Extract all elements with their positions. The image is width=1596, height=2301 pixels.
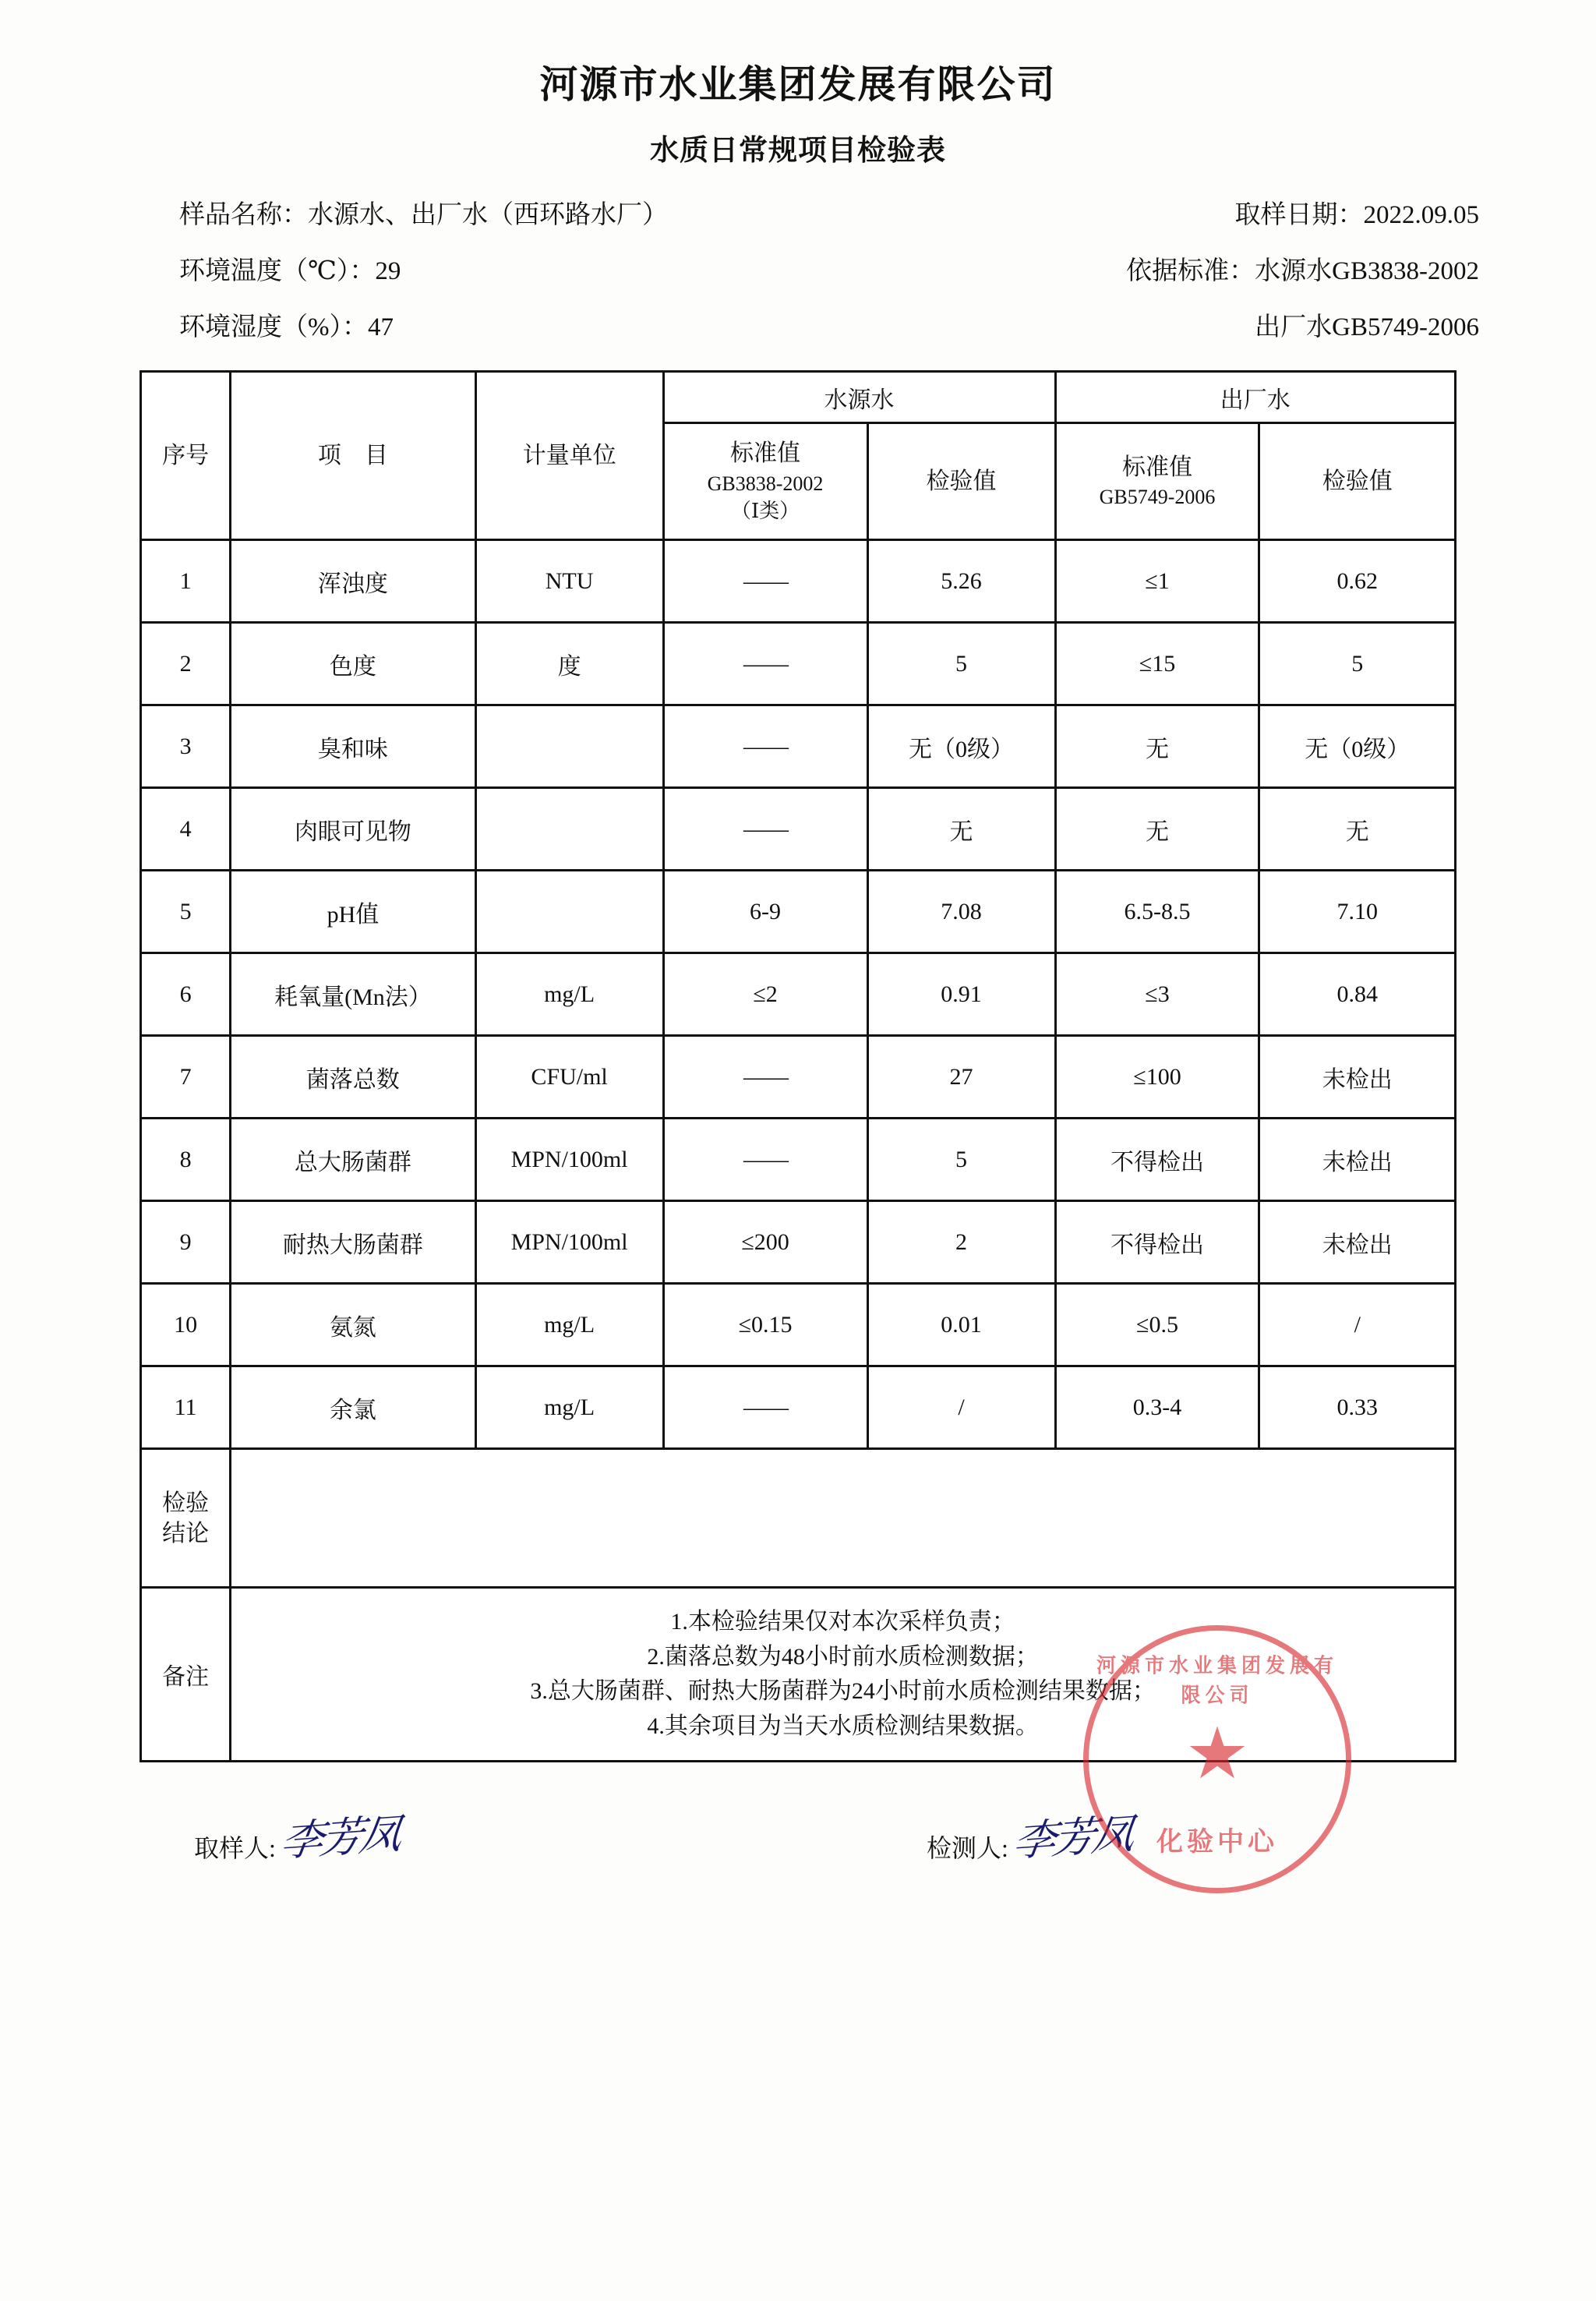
remark-content	[231, 1588, 1456, 1762]
row-finished-standard: 无	[1055, 788, 1259, 871]
row-no: 1	[141, 540, 231, 623]
remark-line-4: 4.其余项目为当天水质检测结果数据。	[647, 1712, 1039, 1739]
row-finished-value: 7.10	[1259, 871, 1456, 953]
sampling-date-label: 取样日期：2022.09.05	[1234, 201, 1479, 229]
row-source-standard: ——	[663, 623, 867, 705]
row-no: 6	[141, 953, 231, 1036]
ambient-temperature-label: 环境温度（℃）：29	[179, 256, 401, 285]
row-item: 耐热大肠菌群	[231, 1201, 475, 1284]
table-row	[141, 871, 1456, 953]
remark-row	[141, 1588, 1456, 1762]
table-row	[141, 1119, 1456, 1201]
row-item: 色度	[231, 623, 475, 705]
row-finished-standard: ≤100	[1055, 1036, 1259, 1119]
header-no: 序号	[141, 372, 231, 540]
row-item: 肉眼可见物	[231, 788, 475, 871]
header-finished-standard-l2: GB5749-2006	[1099, 486, 1216, 509]
report-title: 水质日常规项目检验表	[650, 135, 946, 167]
title-block	[0, 0, 1596, 168]
row-source-standard: ——	[663, 540, 867, 623]
row-finished-value: 5	[1259, 623, 1456, 705]
row-finished-standard: 不得检出	[1055, 1201, 1259, 1284]
row-no: 8	[141, 1119, 231, 1201]
row-unit: mg/L	[475, 1284, 663, 1366]
row-source-value: 27	[867, 1036, 1055, 1119]
header-source-standard-l3: （Ⅰ类）	[730, 500, 800, 522]
row-finished-standard: 0.3-4	[1055, 1366, 1259, 1449]
row-no: 3	[141, 705, 231, 788]
star-icon: ★	[1185, 1714, 1250, 1794]
row-finished-value: /	[1259, 1284, 1456, 1366]
row-source-standard: ——	[663, 705, 867, 788]
row-unit: CFU/ml	[475, 1036, 663, 1119]
conclusion-content	[231, 1449, 1456, 1588]
row-no: 9	[141, 1201, 231, 1284]
row-source-standard: ——	[663, 1036, 867, 1119]
table-row	[141, 1201, 1456, 1284]
header-unit: 计量单位	[475, 372, 663, 540]
sampler-signature: 李芳凤	[277, 1809, 403, 1867]
row-no: 11	[141, 1366, 231, 1449]
remark-line-3: 3.总大肠菌群、耐热大肠菌群为24小时前水质检测结果数据；	[530, 1678, 1156, 1705]
row-no: 5	[141, 871, 231, 953]
header-finished-standard-l1: 标准值	[1121, 454, 1192, 480]
stamp-arc-text: 河源市水业集团发展有限公司	[1096, 1655, 1338, 1707]
tester-signature: 李芳凤	[1009, 1809, 1135, 1867]
row-source-standard: ≤0.15	[663, 1284, 867, 1366]
header-item: 项 目	[231, 372, 475, 540]
row-unit	[475, 871, 663, 953]
header-finished-standard	[1055, 423, 1259, 540]
row-finished-value: 0.62	[1259, 540, 1456, 623]
row-source-value: 5	[867, 623, 1055, 705]
row-unit	[475, 788, 663, 871]
row-source-value: 2	[867, 1201, 1055, 1284]
table-row	[141, 1284, 1456, 1366]
water-quality-table	[139, 370, 1457, 1762]
remark-line-2: 2.菌落总数为48小时前水质检测数据；	[647, 1643, 1039, 1670]
header-group-finished-water: 出厂水	[1055, 372, 1455, 423]
table-row	[141, 1366, 1456, 1449]
sampler-label: 取样人:	[194, 1834, 276, 1863]
row-finished-standard: ≤3	[1055, 953, 1259, 1036]
row-item: 菌落总数	[231, 1036, 475, 1119]
row-item: pH值	[231, 871, 475, 953]
row-finished-standard: 6.5-8.5	[1055, 871, 1259, 953]
row-source-standard: ——	[663, 788, 867, 871]
tester-label: 检测人:	[927, 1834, 1008, 1863]
row-item: 余氯	[231, 1366, 475, 1449]
row-finished-value: 未检出	[1259, 1119, 1456, 1201]
row-finished-standard: ≤15	[1055, 623, 1259, 705]
ambient-humidity-label: 环境湿度（%）：47	[179, 313, 394, 341]
row-unit: NTU	[475, 540, 663, 623]
row-unit: 度	[475, 623, 663, 705]
meta-row-humidity	[179, 306, 1479, 351]
row-source-value: 7.08	[867, 871, 1055, 953]
row-item: 浑浊度	[231, 540, 475, 623]
row-finished-value: 无	[1259, 788, 1456, 871]
conclusion-label	[141, 1449, 231, 1588]
meta-row-sample	[179, 193, 1479, 239]
row-finished-value: 0.33	[1259, 1366, 1456, 1449]
row-source-standard: ≤200	[663, 1201, 867, 1284]
conclusion-label-line1: 检验	[162, 1490, 210, 1516]
row-source-value: 5.26	[867, 540, 1055, 623]
table-row	[141, 1036, 1456, 1119]
row-finished-standard: 无	[1055, 705, 1259, 788]
table-row	[141, 788, 1456, 871]
row-source-standard: ——	[663, 1119, 867, 1201]
row-unit: MPN/100ml	[475, 1119, 663, 1201]
row-no: 2	[141, 623, 231, 705]
signature-area	[139, 1790, 1457, 1884]
row-source-standard: 6-9	[663, 871, 867, 953]
row-finished-standard: ≤1	[1055, 540, 1259, 623]
row-unit: mg/L	[475, 953, 663, 1036]
header-source-value: 检验值	[867, 423, 1055, 540]
header-group-source-water: 水源水	[663, 372, 1055, 423]
table-row	[141, 953, 1456, 1036]
header-finished-value: 检验值	[1259, 423, 1456, 540]
row-no: 4	[141, 788, 231, 871]
header-source-standard-l2: GB3838-2002	[707, 472, 824, 495]
sampler-block	[194, 1804, 403, 1867]
row-finished-value: 未检出	[1259, 1036, 1456, 1119]
row-item: 总大肠菌群	[231, 1119, 475, 1201]
row-source-value: /	[867, 1366, 1055, 1449]
standard-source-label: 依据标准：水源水GB3838-2002	[1126, 256, 1479, 285]
row-unit: MPN/100ml	[475, 1201, 663, 1284]
standard-finished-label: 出厂水GB5749-2006	[1255, 313, 1479, 341]
row-no: 7	[141, 1036, 231, 1119]
row-item: 臭和味	[231, 705, 475, 788]
row-source-standard: ≤2	[663, 953, 867, 1036]
row-finished-value: 0.84	[1259, 953, 1456, 1036]
row-source-value: 无（0级）	[867, 705, 1055, 788]
conclusion-row	[141, 1449, 1456, 1588]
row-finished-value: 未检出	[1259, 1201, 1456, 1284]
row-no: 10	[141, 1284, 231, 1366]
meta-row-temperature	[179, 249, 1479, 295]
remark-line-1: 1.本检验结果仅对本次采样负责；	[670, 1609, 1015, 1635]
row-finished-value: 无（0级）	[1259, 705, 1456, 788]
row-finished-standard: 不得检出	[1055, 1119, 1259, 1201]
meta-block	[0, 193, 1596, 350]
row-source-value: 0.91	[867, 953, 1055, 1036]
row-unit	[475, 705, 663, 788]
remark-label: 备注	[141, 1588, 231, 1762]
row-item: 耗氧量(Mn法）	[231, 953, 475, 1036]
table-group-header-row	[141, 372, 1456, 423]
stamp-bottom-text: 化验中心	[1156, 1828, 1278, 1857]
row-unit: mg/L	[475, 1366, 663, 1449]
row-finished-standard: ≤0.5	[1055, 1284, 1259, 1366]
row-source-value: 0.01	[867, 1284, 1055, 1366]
table-row	[141, 540, 1456, 623]
row-source-value: 5	[867, 1119, 1055, 1201]
row-source-standard: ——	[663, 1366, 867, 1449]
conclusion-label-line2: 结论	[162, 1520, 210, 1546]
row-source-value: 无	[867, 788, 1055, 871]
sample-name-label: 样品名称：水源水、出厂水（西环路水厂）	[179, 201, 668, 229]
tester-block	[927, 1804, 1135, 1867]
header-source-standard	[663, 423, 867, 540]
table-row	[141, 623, 1456, 705]
row-item: 氨氮	[231, 1284, 475, 1366]
header-source-standard-l1: 标准值	[730, 440, 801, 467]
company-name: 河源市水业集团发展有限公司	[539, 63, 1057, 106]
table-row	[141, 705, 1456, 788]
